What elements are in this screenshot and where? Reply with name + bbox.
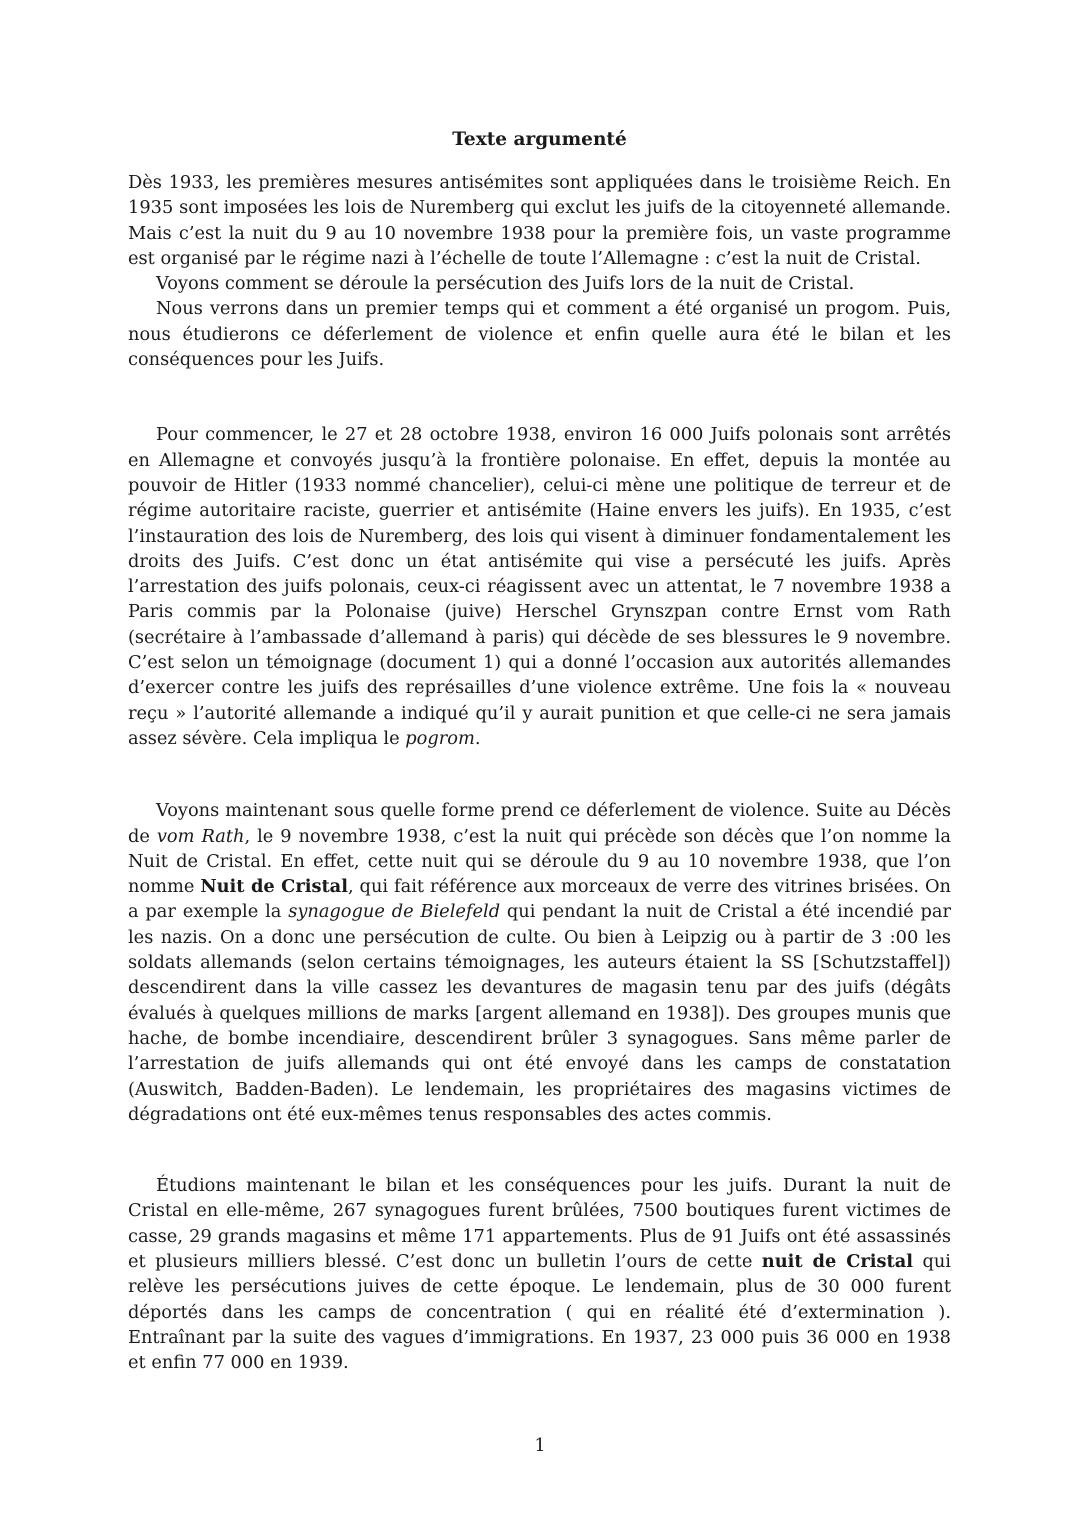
part1-emphasis-pogrom: pogrom <box>405 727 475 749</box>
part3-text-2: qui relève les persécutions juives de cette époque. Le lendemain, plus de 30 000 furent déportés dans les camps de concentration ( qui en réalité été d’extermination ). Entraînant par la suite des vagues d’immigrations. En 1937, 23 000 puis 36 000 en 1938 et enfin 77 000 en 1939. <box>128 1250 951 1374</box>
part2-text-2: , le 9 novembre 1938, c’est la nuit qui précède son décès que l’on nomme la Nuit de Cristal. En effet, cette nuit qui se déroule du 9 au 10 novembre 1938, que l’on nomme <box>128 825 952 898</box>
part1-text-end: . <box>474 727 481 749</box>
section-spacer <box>128 372 951 422</box>
part3-paragraph <box>128 1173 951 1375</box>
intro-paragraph-3: Nous verrons dans un premier temps qui et comment a été organisé un progom. Puis, nous étudierons ce déferlement de violence et enfin quelle aura été le bilan et les conséquences pour les Juifs. <box>128 298 951 371</box>
part2-text-3: , qui fait référence aux morceaux de verre des vitrines brisées. On a par exemple la <box>128 876 951 923</box>
part3-bold-nuit-de-cristal: nuit de Cristal <box>761 1250 914 1272</box>
document-title: Texte argumenté <box>452 129 627 150</box>
part2-bold-nuit-de-cristal: Nuit de Cristal <box>200 876 348 898</box>
part1-text: Pour commencer, le 27 et 28 octobre 1938, environ 16 000 Juifs polonais sont arrêtés en Allemagne et convoyés jusqu’à la frontière polonaise. En effet, depuis la montée au pouvoir de Hitler (1933 nommé chancelier), celui-ci mène une politique de terreur et de régime autoritaire raciste, guerrier et antisémite (Haine envers les juifs). En 1935, c’est l’instauration des lois de Nuremberg, des lois qui visent à diminuer fondamentalement les droits des Juifs. C’est donc un état antisémite qui vise a persécuté les juifs. Après l’arrestation des juifs polonais, ceux-ci réagissent avec un attentat, le 7 novembre 1938 a Paris commis par la Polonaise (juive) Herschel Grynszpan contre Ernst vom Rath (secrétaire à l’ambassade d’allemand à paris) qui décède de ses blessures le 9 novembre. C’est selon un témoignage (document 1) qui a donné l’occasion aux autorités allemandes d’exercer contre les juifs des représailles d’une violence extrême. Une fois la « nouveau reçu » l’autorité allemande a indiqué qu’il y aurait punition et que celle-ci ne sera jamais assez sévère. Cela impliqua le <box>128 424 951 749</box>
part2-text-1: Voyons maintenant sous quelle forme prend ce déferlement de violence. Suite au Décès de <box>128 800 951 847</box>
document-page <box>128 126 951 1375</box>
section-spacer <box>128 1127 951 1173</box>
part1-paragraph <box>128 422 951 751</box>
part2-emphasis-vom-rath: vom Rath <box>156 825 245 847</box>
part2-paragraph <box>128 798 951 1127</box>
intro-paragraph-1: Dès 1933, les premières mesures antisémites sont appliquées dans le troisième Reich. En 1935 sont imposées les lois de Nuremberg qui exclut les juifs de la citoyenneté allemande. Mais c’est la nuit du 9 au 10 novembre 1938 pour la première fois, un vaste programme est organisé par le régime nazi à l’échelle de toute l’Allemagne : c’est la nuit de Cristal. <box>128 172 951 269</box>
part2-text-4: qui pendant la nuit de Cristal a été incendié par les nazis. On a donc une persécution de culte. Ou bien à Leipzig ou à partir de 3 :00 les soldats allemands (selon certains témoignages, les auteurs étaient la SS [Schutzstaffel]) descendirent dans la ville cassez les devantures de magasin tenu par des juifs (dégâts évalués à quelques millions de marks [argent allemand en 1938]). Des groupes munis que hache, de bombe incendiaire, descendirent brûler 3 synagogues. Sans même parler de l’arrestation de juifs allemands qui ont été envoyé dans les camps de constatation (Auswitch, Badden-Baden). Le lendemain, les propriétaires des magasins victimes de dégradations ont été eux-mêmes tenus responsables des actes commis. <box>128 901 952 1125</box>
intro-paragraph-2: Voyons comment se déroule la persécution des Juifs lors de la nuit de Cristal. <box>156 273 855 295</box>
section-spacer <box>128 751 951 798</box>
part3-text-1: Étudions maintenant le bilan et les conséquences pour les juifs. Durant la nuit de Cristal en elle-même, 267 synagogues furent brûlées, 7500 boutiques furent victimes de casse, 29 grands magasins et même 171 appartements. Plus de 91 Juifs ont été assassinés et plusieurs milliers blessé. C’est donc un bulletin l’ours de cette <box>128 1175 951 1272</box>
part2-emphasis-synagogue: synagogue de Bielefeld <box>288 901 501 923</box>
page-number: 1 <box>534 1435 546 1456</box>
